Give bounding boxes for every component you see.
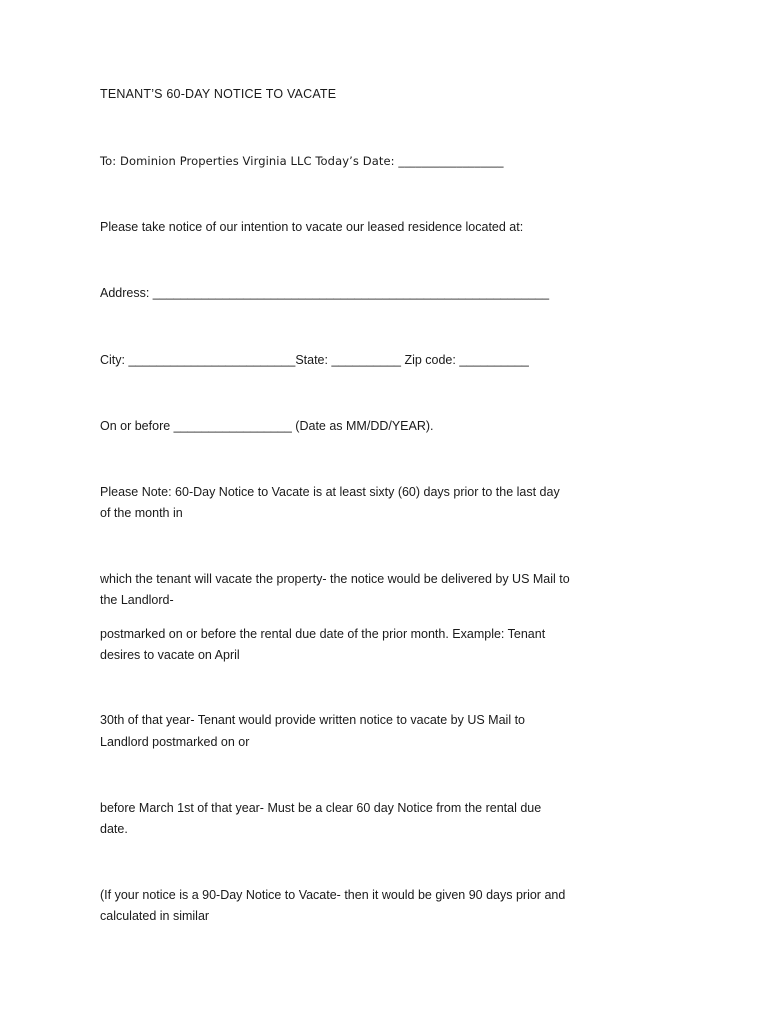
note-paragraph-6-line-2: calculated in similar — [100, 909, 210, 923]
note-paragraph-1-line-2: of the month in — [100, 506, 183, 520]
note-paragraph-4-line-2: Landlord postmarked on or — [100, 735, 250, 749]
note-paragraph-6-line-1: (If your notice is a 90-Day Notice to Vacate- then it would be given 90 days prior and — [100, 888, 566, 902]
intent-line: Please take notice of our intention to vacate our leased residence located at: — [100, 220, 524, 234]
note-paragraph-3-line-1: postmarked on or before the rental due date of the prior month. Example: Tenant — [100, 627, 546, 641]
note-paragraph-4-line-1: 30th of that year- Tenant would provide written notice to vacate by US Mail to — [100, 713, 525, 727]
note-paragraph-1-line-1: Please Note: 60-Day Notice to Vacate is at least sixty (60) days prior to the last day — [100, 485, 560, 499]
note-paragraph-2-line-2: the Landlord- — [100, 593, 174, 607]
note-paragraph-5-line-2: date. — [100, 822, 128, 836]
vacate-date-line: On or before _________________ (Date as MM/DD/YEAR). — [100, 419, 434, 433]
city-state-zip-line: City: ________________________State: __________ Zip code: __________ — [100, 353, 529, 367]
address-line: Address: _________________________________________________________ — [100, 286, 550, 300]
note-paragraph-2-line-1: which the tenant will vacate the property- the notice would be delivered by US Mail to — [100, 572, 570, 586]
to-line: To: Dominion Properties Virginia LLC Today’s Date: __________________ — [100, 154, 504, 168]
note-paragraph-3-line-2: desires to vacate on April — [100, 648, 240, 662]
note-paragraph-5-line-1: before March 1st of that year- Must be a clear 60 day Notice from the rental due — [100, 801, 542, 815]
document-title: TENANT’S 60-DAY NOTICE TO VACATE — [100, 87, 337, 101]
